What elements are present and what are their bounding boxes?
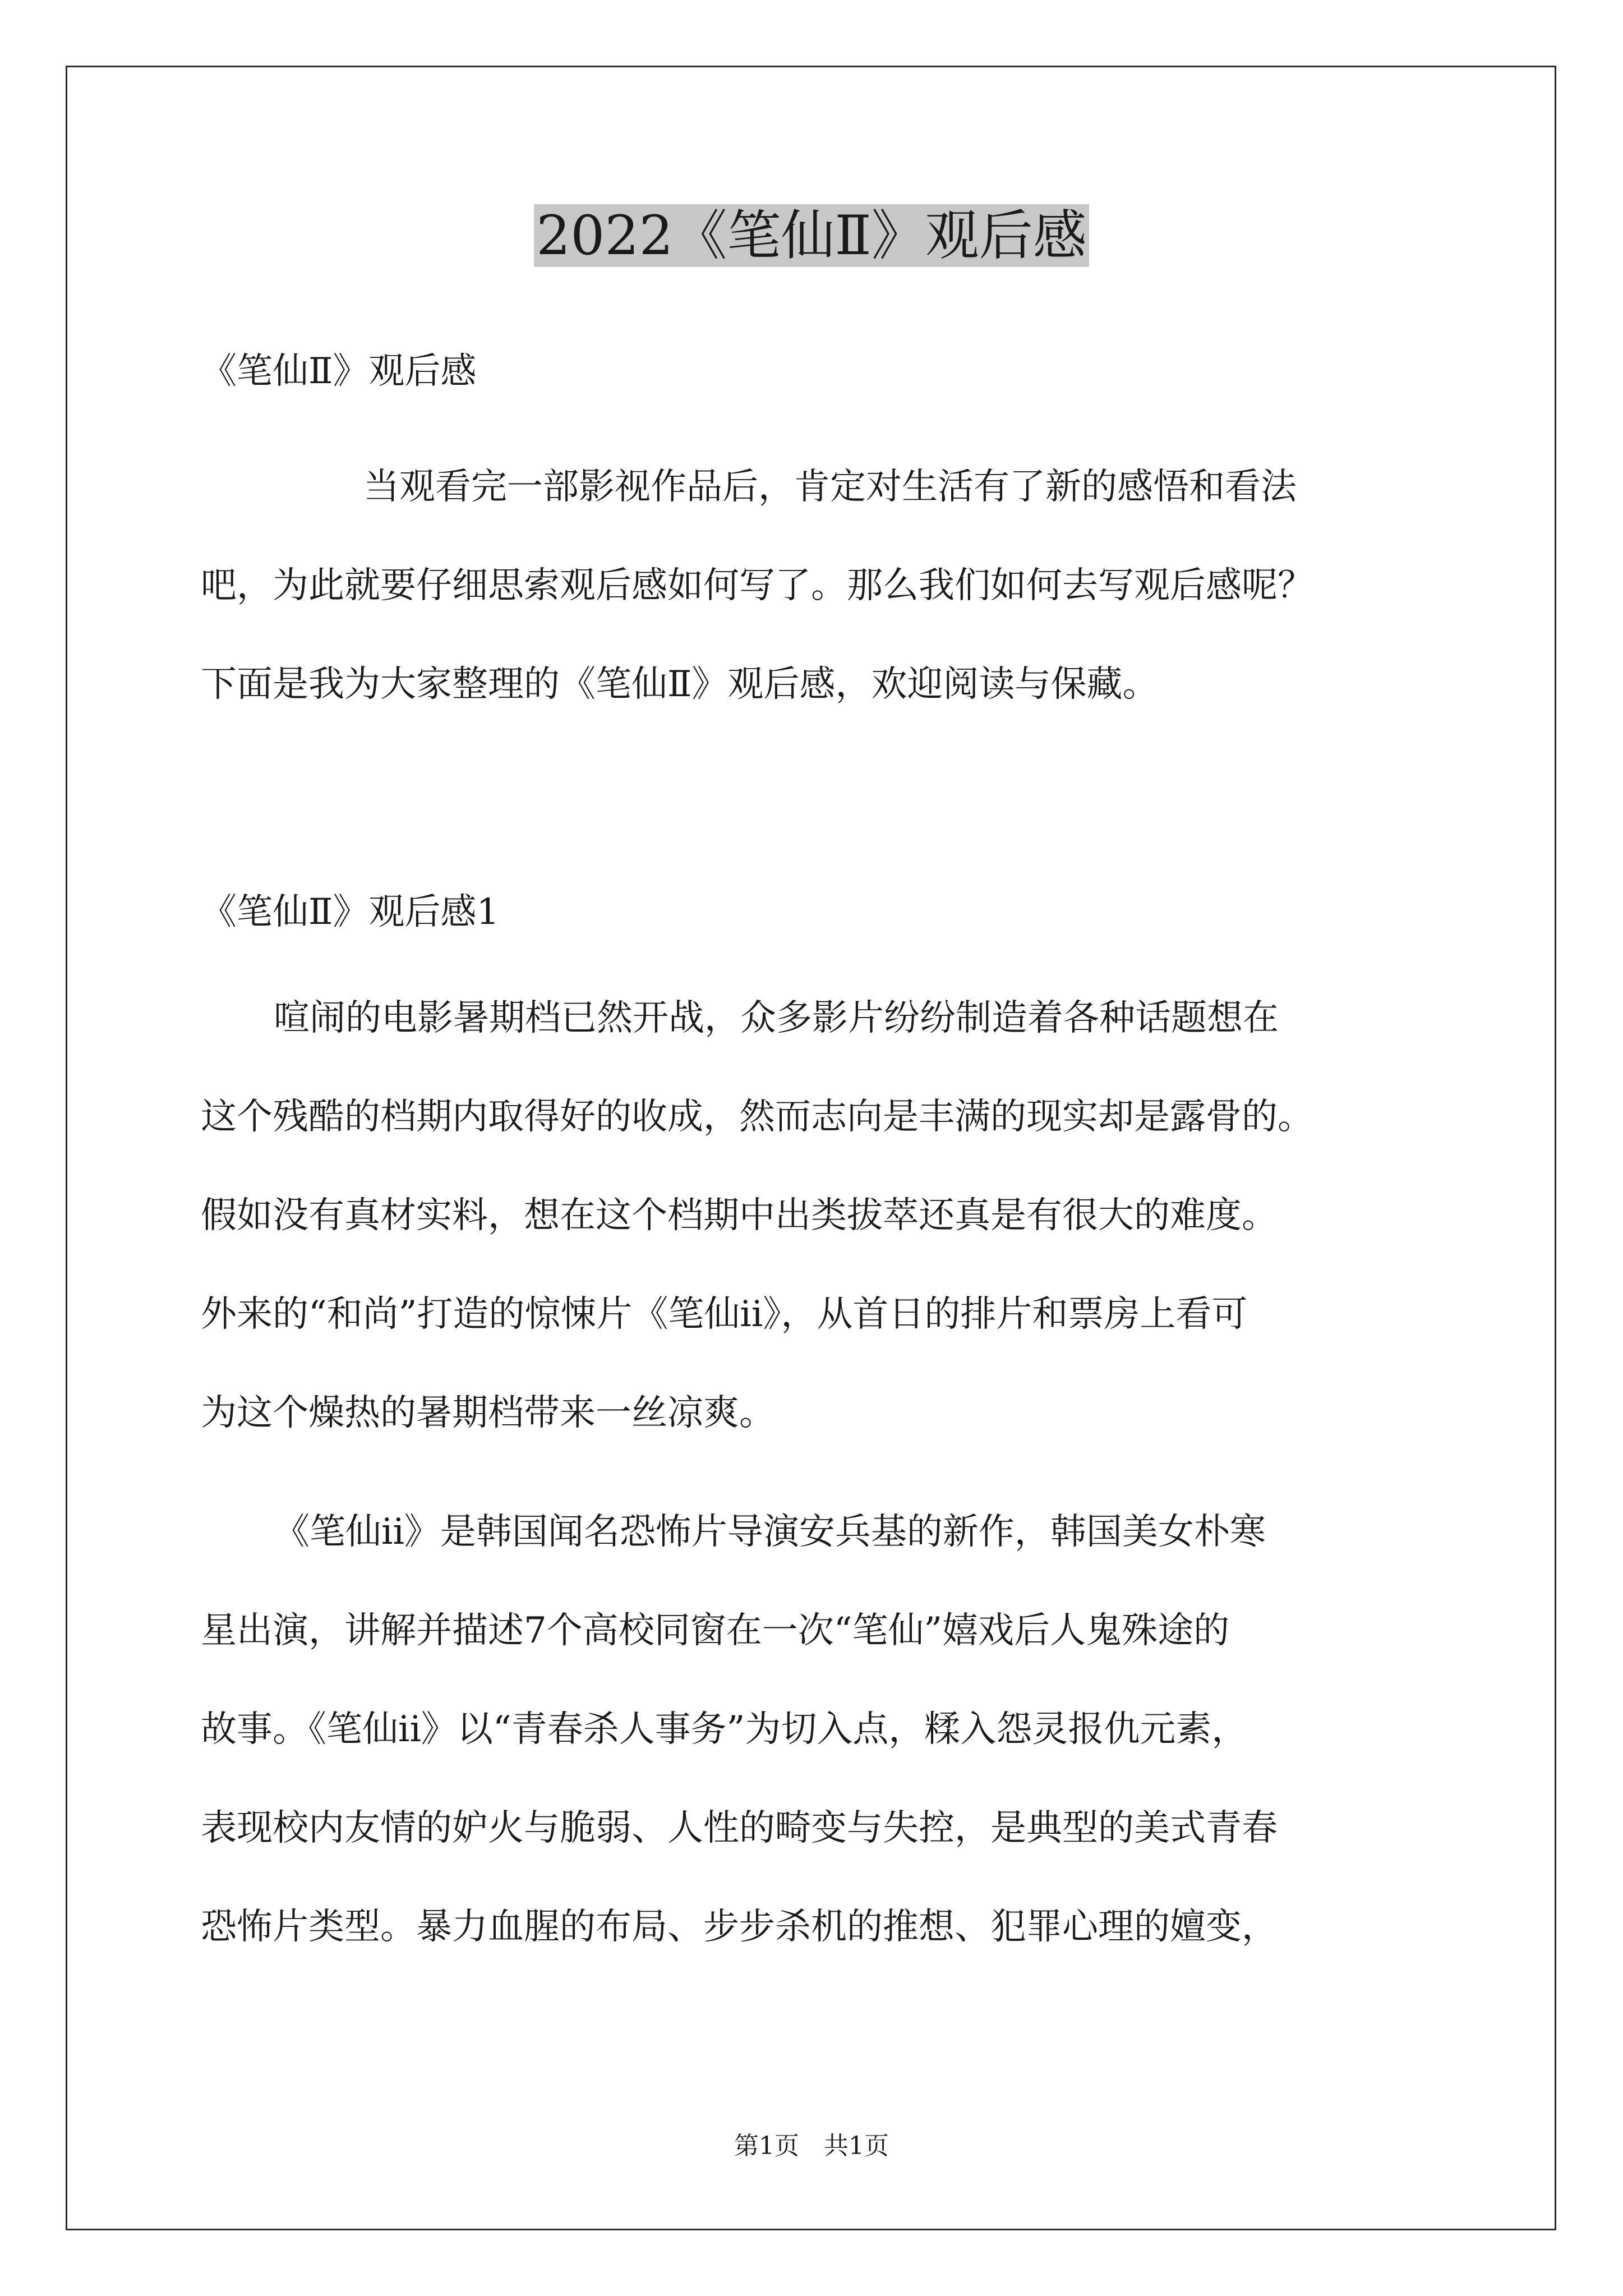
paragraph-line: 这个残酷的档期内取得好的收成，然而志向是丰满的现实却是露骨的。 — [201, 1096, 1313, 1138]
intro-line: 当观看完一部影视作品后，肯定对生活有了新的感悟和看法 — [363, 466, 1297, 508]
paragraph-line: 表现校内友情的妒火与脆弱、人性的畸变与失控，是典型的美式青春 — [201, 1807, 1278, 1849]
paragraph-line: 喧闹的电影暑期档已然开战，众多影片纷纷制造着各种话题想在 — [274, 997, 1279, 1039]
paragraph-line: 故事。《笔仙ii》以“青春杀人事务”为切入点，糅入怨灵报仇元素， — [201, 1709, 1248, 1750]
paragraph-line: 为这个燥热的暑期档带来一丝凉爽。 — [201, 1392, 775, 1434]
intro-line: 下面是我为大家整理的《笔仙Ⅱ》观后感，欢迎阅读与保藏。 — [201, 664, 1159, 705]
paragraph-line: 《笔仙ii》是韩国闻名恐怖片导演安兵基的新作，韩国美女朴寒 — [274, 1511, 1266, 1553]
intro-line: 吧，为此就要仔细思索观后感如何写了。那么我们如何去写观后感呢？ — [201, 565, 1313, 606]
page-footer: 第1页 共1页 — [734, 2132, 889, 2160]
paragraph-line: 假如没有真材实料，想在这个档期中出类拔萃还真是有很大的难度。 — [201, 1195, 1278, 1236]
intro-heading: 《笔仙Ⅱ》观后感 — [201, 351, 477, 392]
section-heading: 《笔仙Ⅱ》观后感1 — [201, 891, 500, 933]
document-title — [0, 194, 1623, 278]
paragraph-line: 星出演，讲解并描述7个高校同窗在一次“笔仙”嬉戏后人鬼殊途的 — [201, 1610, 1230, 1651]
paragraph-line: 恐怖片类型。暴力血腥的布局、步步杀机的推想、犯罪心理的嬗变， — [201, 1906, 1278, 1948]
paragraph-line: 外来的“和尚”打造的惊悚片《笔仙ii》，从首日的排片和票房上看可 — [201, 1294, 1248, 1335]
title-highlight: 2022《笔仙Ⅱ》观后感 — [534, 204, 1089, 267]
